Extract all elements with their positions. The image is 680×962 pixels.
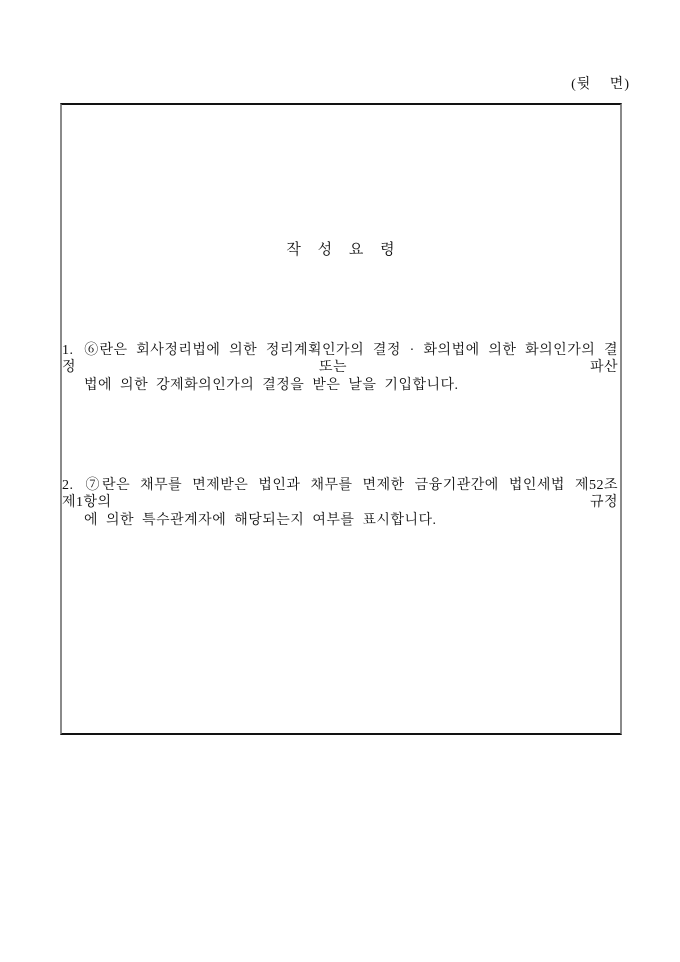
instruction-item-1-text: ⑥란은 회사정리법에 의한 정리계획인가의 결정 · 화의법에 의한 화의인가의 결정 또는 파산 xyxy=(62,343,619,375)
instruction-item-1-number: 1. xyxy=(62,343,74,358)
instruction-item-2-number: 2. xyxy=(62,478,74,493)
instructions-border-box xyxy=(60,103,622,735)
instruction-item-1-line-1 xyxy=(62,342,618,376)
back-side-label: (뒷 면) xyxy=(571,77,630,92)
instruction-item-2-line-1 xyxy=(62,477,618,511)
instructions-title: 작 성 요 령 xyxy=(286,242,396,258)
instruction-item-2-line-2: 에 의한 특수관계자에 해당되는지 여부를 표시합니다. xyxy=(84,513,437,528)
instruction-item-1-line-2: 법에 의한 강제화의인가의 결정을 받은 날을 기입합니다. xyxy=(84,378,459,393)
instruction-item-2-text: ⑦란은 채무를 면제받은 법인과 채무를 면제한 금융기관간에 법인세법 제52조 제1항의 규정 xyxy=(62,478,619,510)
